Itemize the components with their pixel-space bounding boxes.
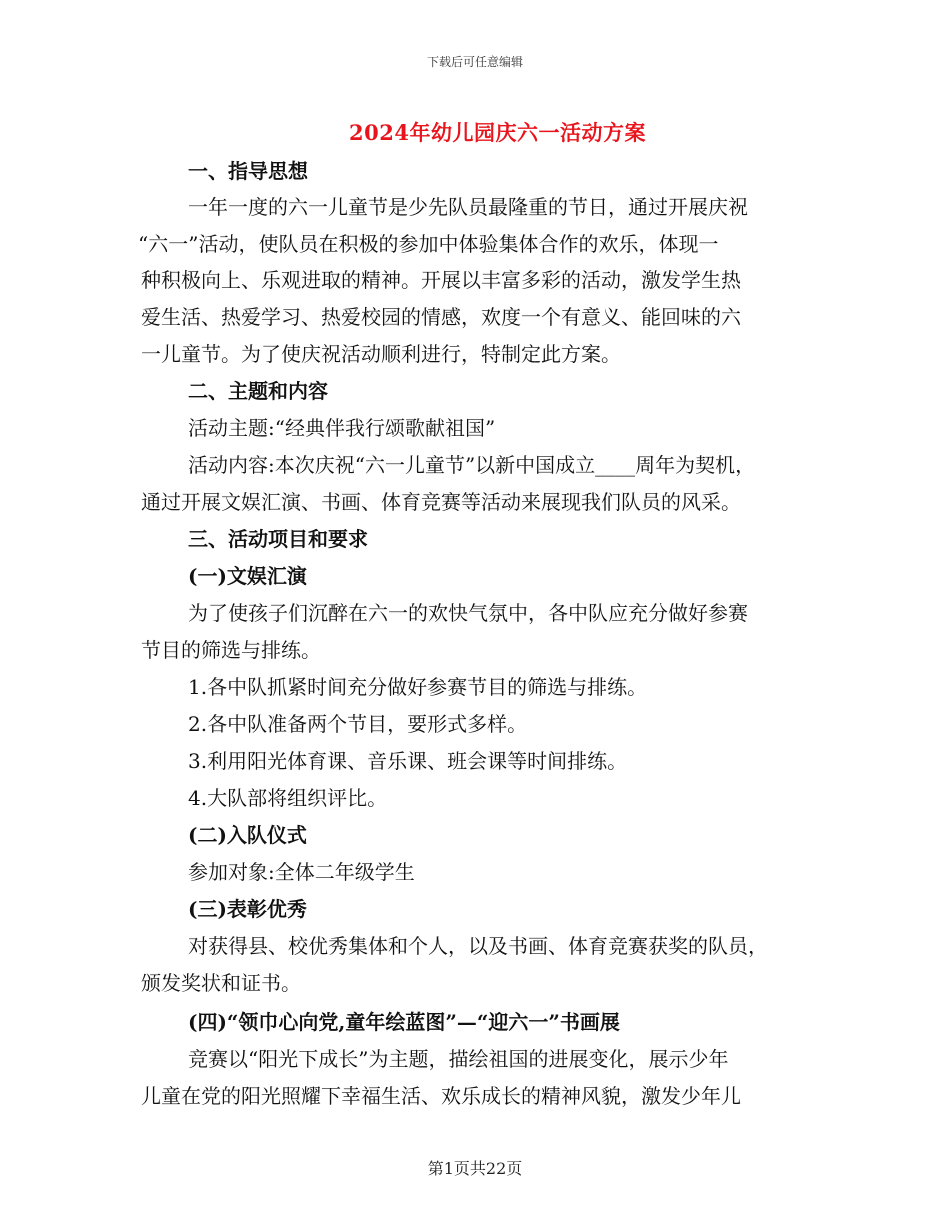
paragraph-line: 为了使孩子们沉醉在六一的欢快气氛中，各中队应充分做好参赛: [188, 601, 748, 625]
paragraph-line: 节目的筛选与排练。: [141, 638, 321, 662]
paragraph-line: 通过开展文娱汇演、书画、体育竞赛等活动来展现我们队员的风采。: [141, 490, 741, 514]
subsection-heading-performance: (一)文娱汇演: [188, 564, 307, 588]
paragraph-line: 参加对象:全体二年级学生: [188, 860, 415, 884]
subsection-heading-ceremony: (二)入队仪式: [188, 823, 307, 847]
paragraph-line: 一儿童节。为了使庆祝活动顺利进行，特制定此方案。: [141, 342, 621, 366]
list-item: 2.各中队准备两个节目，要形式多样。: [188, 712, 528, 736]
page-header: 下载后可任意编辑: [426, 55, 523, 69]
page-footer: 第1页共22页: [427, 1159, 523, 1178]
section-heading-theme: 二、主题和内容: [188, 379, 328, 403]
paragraph-line: “六一”活动，使队员在积极的参加中体验集体合作的欢乐，体现一: [138, 232, 719, 256]
section-heading-activities: 三、活动项目和要求: [188, 527, 368, 551]
subsection-heading-art-exhibition: (四)“领巾心向党,童年绘蓝图”—“迎六一”书画展: [188, 1010, 620, 1034]
list-item: 1.各中队抓紧时间充分做好参赛节目的筛选与排练。: [188, 675, 648, 699]
section-heading-guiding-thought: 一、指导思想: [188, 159, 308, 183]
paragraph-line: 对获得县、校优秀集体和个人，以及书画、体育竞赛获奖的队员，: [188, 934, 768, 958]
paragraph-line: 种积极向上、乐观进取的精神。开展以丰富多彩的活动，激发学生热: [141, 268, 741, 292]
paragraph-line: 颁发奖状和证书。: [141, 971, 301, 995]
list-item: 3.利用阳光体育课、音乐课、班会课等时间排练。: [188, 749, 628, 773]
document-title: 2024年幼儿园庆六一活动方案: [349, 120, 646, 145]
paragraph-line: 竞赛以“阳光下成长”为主题，描绘祖国的进展变化，展示少年: [188, 1047, 729, 1071]
paragraph-line: 儿童在党的阳光照耀下幸福生活、欢乐成长的精神风貌，激发少年儿: [141, 1084, 741, 1108]
activity-content-line: 活动内容:本次庆祝“六一儿童节”以新中国成立____周年为契机，: [188, 453, 756, 477]
paragraph-line: 一年一度的六一儿童节是少先队员最隆重的节日，通过开展庆祝: [188, 195, 748, 219]
activity-theme-line: 活动主题:“经典伴我行颂歌献祖国”: [188, 416, 496, 440]
paragraph-line: 爱生活、热爱学习、热爱校园的情感，欢度一个有意义、能回味的六: [141, 305, 741, 329]
subsection-heading-commendation: (三)表彰优秀: [188, 897, 307, 921]
list-item: 4.大队部将组织评比。: [188, 786, 388, 810]
